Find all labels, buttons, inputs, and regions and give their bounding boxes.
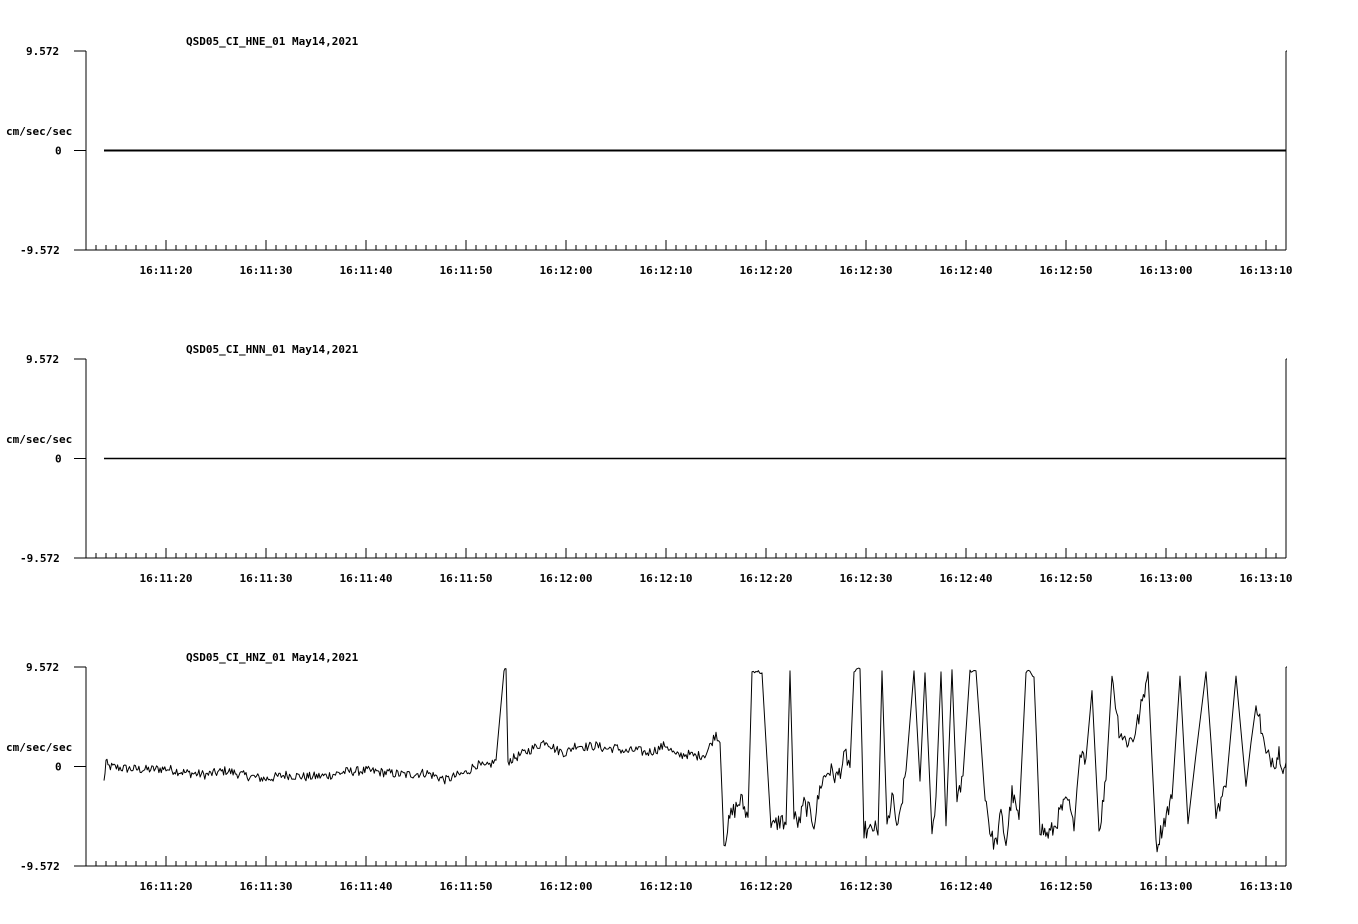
x-tick-label: 16:11:30 xyxy=(239,572,293,585)
x-tick-label: 16:13:00 xyxy=(1139,880,1193,893)
x-tick-label: 16:12:40 xyxy=(939,880,993,893)
x-tick-label: 16:11:50 xyxy=(439,264,493,277)
x-tick-label: 16:11:30 xyxy=(239,264,293,277)
x-tick-label: 16:13:10 xyxy=(1239,880,1293,893)
x-tick-label: 16:13:10 xyxy=(1239,572,1293,585)
x-tick-label: 16:13:00 xyxy=(1139,264,1193,277)
seismic-trace-hnz xyxy=(104,668,1286,852)
x-tick-label: 16:12:30 xyxy=(839,880,893,893)
y-tick-label: -9.572 xyxy=(20,552,60,565)
x-tick-label: 16:12:10 xyxy=(639,572,693,585)
x-tick-label: 16:11:40 xyxy=(339,880,393,893)
x-tick-label: 16:11:20 xyxy=(139,572,193,585)
panel-title: QSD05_CI_HNE_01 May14,2021 xyxy=(186,35,359,48)
x-tick-label: 16:12:00 xyxy=(539,880,593,893)
x-tick-label: 16:12:00 xyxy=(539,572,593,585)
x-tick-label: 16:13:10 xyxy=(1239,264,1293,277)
x-tick-label: 16:11:20 xyxy=(139,264,193,277)
hnz-panel xyxy=(6,651,1292,893)
y-tick-label: 0 xyxy=(55,760,62,774)
y-tick-label: -9.572 xyxy=(20,244,60,257)
x-tick-label: 16:12:50 xyxy=(1039,264,1093,277)
y-tick-label: 9.572 xyxy=(26,45,60,58)
x-tick-label: 16:12:20 xyxy=(739,880,793,893)
x-tick-label: 16:11:50 xyxy=(439,880,493,893)
x-tick-label: 16:12:20 xyxy=(739,264,793,277)
y-tick-label: -9.572 xyxy=(20,860,60,873)
x-tick-label: 16:12:50 xyxy=(1039,572,1093,585)
x-tick-label: 16:12:30 xyxy=(839,264,893,277)
x-tick-label: 16:11:30 xyxy=(239,880,293,893)
x-tick-label: 16:12:40 xyxy=(939,264,993,277)
y-tick-label: 0 xyxy=(55,452,62,466)
y-axis-label: cm/sec/sec xyxy=(6,125,73,138)
x-tick-label: 16:12:10 xyxy=(639,264,693,277)
y-tick-label: 9.572 xyxy=(26,353,60,366)
y-tick-label: 0 xyxy=(55,144,62,158)
y-axis-label: cm/sec/sec xyxy=(6,433,73,446)
panel-title: QSD05_CI_HNN_01 May14,2021 xyxy=(186,343,359,356)
x-tick-label: 16:12:50 xyxy=(1039,880,1093,893)
panel-title: QSD05_CI_HNZ_01 May14,2021 xyxy=(186,651,359,664)
x-tick-label: 16:12:10 xyxy=(639,880,693,893)
hne-panel xyxy=(6,35,1292,277)
x-tick-label: 16:12:20 xyxy=(739,572,793,585)
hnn-panel xyxy=(6,343,1292,585)
x-tick-label: 16:12:30 xyxy=(839,572,893,585)
x-tick-label: 16:11:20 xyxy=(139,880,193,893)
x-tick-label: 16:13:00 xyxy=(1139,572,1193,585)
x-tick-label: 16:11:40 xyxy=(339,572,393,585)
y-axis-label: cm/sec/sec xyxy=(6,741,73,754)
x-tick-label: 16:12:40 xyxy=(939,572,993,585)
y-tick-label: 9.572 xyxy=(26,661,60,674)
x-tick-label: 16:11:50 xyxy=(439,572,493,585)
x-tick-label: 16:12:00 xyxy=(539,264,593,277)
x-tick-label: 16:11:40 xyxy=(339,264,393,277)
